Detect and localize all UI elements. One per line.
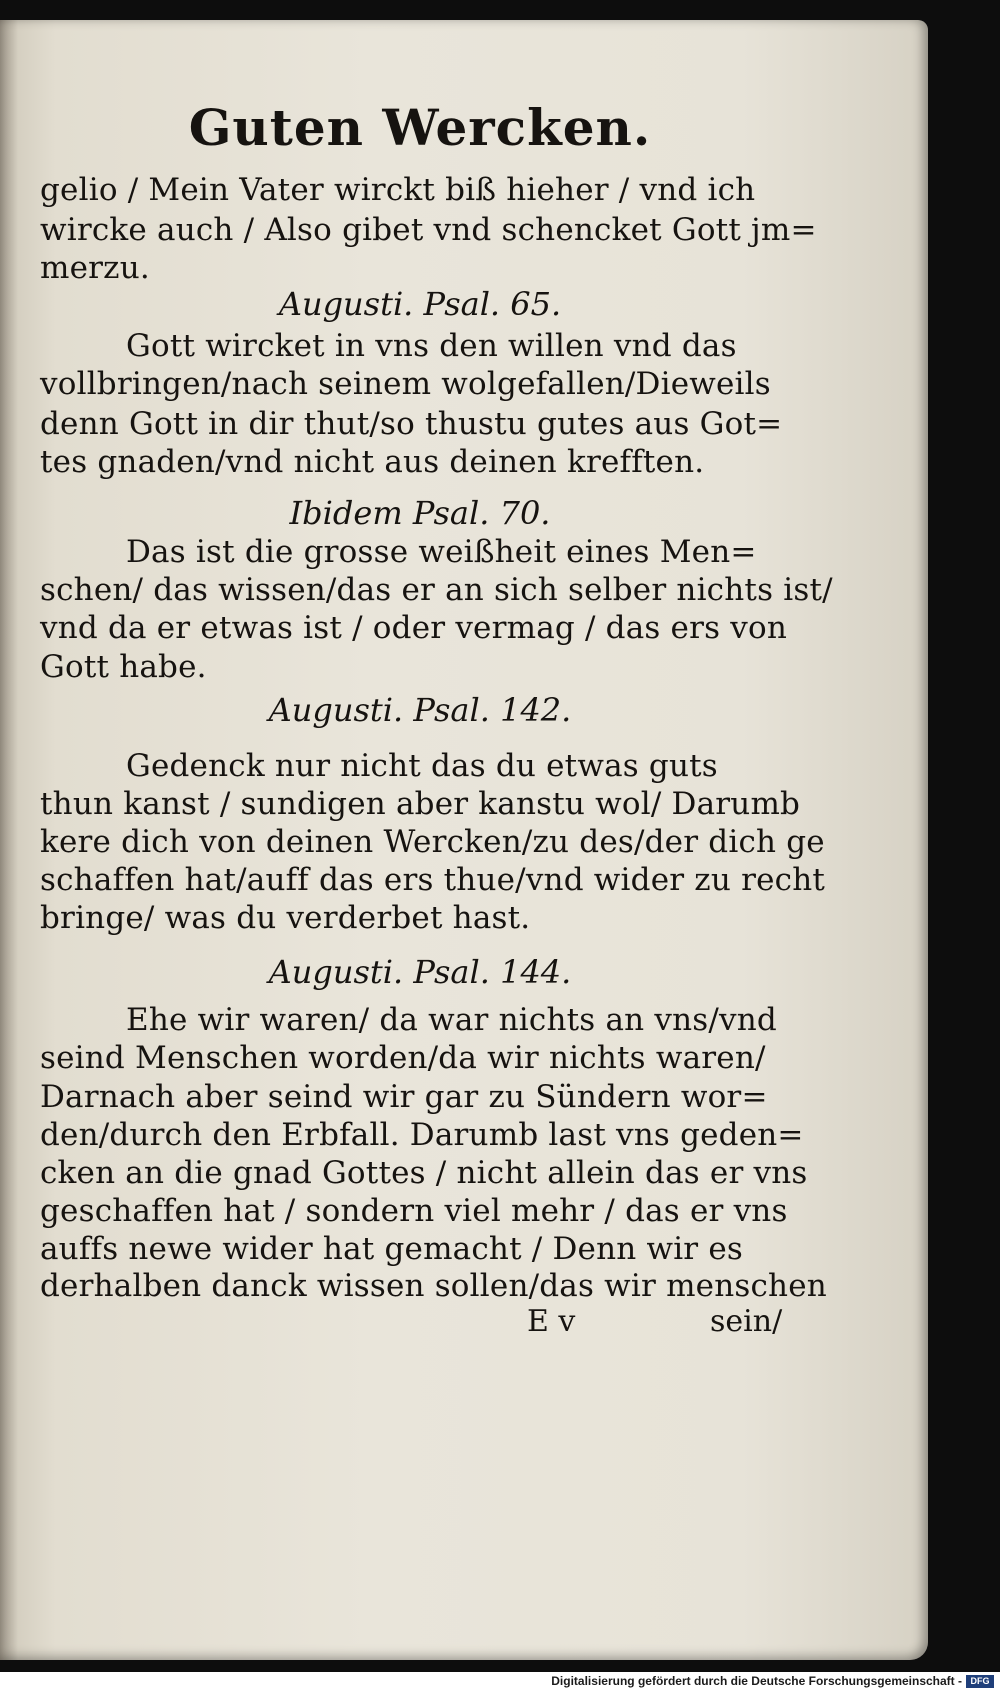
section-heading: Ibidem Psal. 70. xyxy=(289,494,551,532)
text-line: Darnach aber seind wir gar zu Sündern wor= xyxy=(40,1079,768,1115)
signature-mark: E v xyxy=(527,1304,576,1339)
catchword: sein/ xyxy=(710,1304,783,1339)
funding-credit: Digitalisierung gefördert durch die Deutsche Forschungsgemeinschaft - xyxy=(551,1674,962,1688)
text-line: schen/ das wissen/das er an sich selber nichts ist/ xyxy=(40,572,833,608)
text-line: den/durch den Erbfall. Darumb last vns geden= xyxy=(40,1117,804,1153)
text-line: merzu. xyxy=(40,250,150,286)
text-line: denn Gott in dir thut/so thustu gutes aus Got= xyxy=(40,406,783,442)
text-line: seind Menschen worden/da wir nichts waren/ xyxy=(40,1040,766,1076)
text-line: bringe/ was du verderbet hast. xyxy=(40,900,531,936)
text-line: geschaffen hat / sondern viel mehr / das er vns xyxy=(40,1193,788,1229)
text-line: auffs newe wider hat gemacht / Denn wir es xyxy=(40,1231,744,1267)
text-line: Gott habe. xyxy=(40,649,207,685)
text-line: vollbringen/nach seinem wolgefallen/Dieweils xyxy=(40,366,771,402)
section-heading: Augusti. Psal. 65. xyxy=(278,285,562,323)
dfg-logo: DFG xyxy=(966,1675,994,1688)
section-heading: Augusti. Psal. 144. xyxy=(268,953,572,991)
text-line: Gedenck nur nicht das du etwas guts xyxy=(126,748,718,784)
text-line: Das ist die grosse weißheit eines Men= xyxy=(126,534,757,570)
text-line: gelio / Mein Vater wirckt biß hieher / vnd ich xyxy=(40,172,756,208)
text-line: wircke auch / Also gibet vnd schencket Gott jm= xyxy=(40,212,817,248)
text-line: schaffen hat/auff das ers thue/vnd wider zu recht xyxy=(40,862,826,898)
text-line: thun kanst / sundigen aber kanstu wol/ Darumb xyxy=(40,786,801,822)
section-heading: Augusti. Psal. 142. xyxy=(268,691,572,729)
text-line: derhalben danck wissen sollen/das wir menschen xyxy=(40,1268,827,1304)
text-line: Gott wircket in vns den willen vnd das xyxy=(126,328,737,364)
text-line: tes gnaden/vnd nicht aus deinen krefften. xyxy=(40,444,705,480)
text-line: cken an die gnad Gottes / nicht allein das er vns xyxy=(40,1155,808,1191)
gutter-shadow xyxy=(0,20,18,1660)
text-line: Ehe wir waren/ da war nichts an vns/vnd xyxy=(126,1002,777,1038)
text-line: kere dich von deinen Wercken/zu des/der dich ge xyxy=(40,824,825,860)
running-head: Guten Wercken. xyxy=(188,98,652,157)
text-line: vnd da er etwas ist / oder vermag / das ers von xyxy=(40,610,788,646)
